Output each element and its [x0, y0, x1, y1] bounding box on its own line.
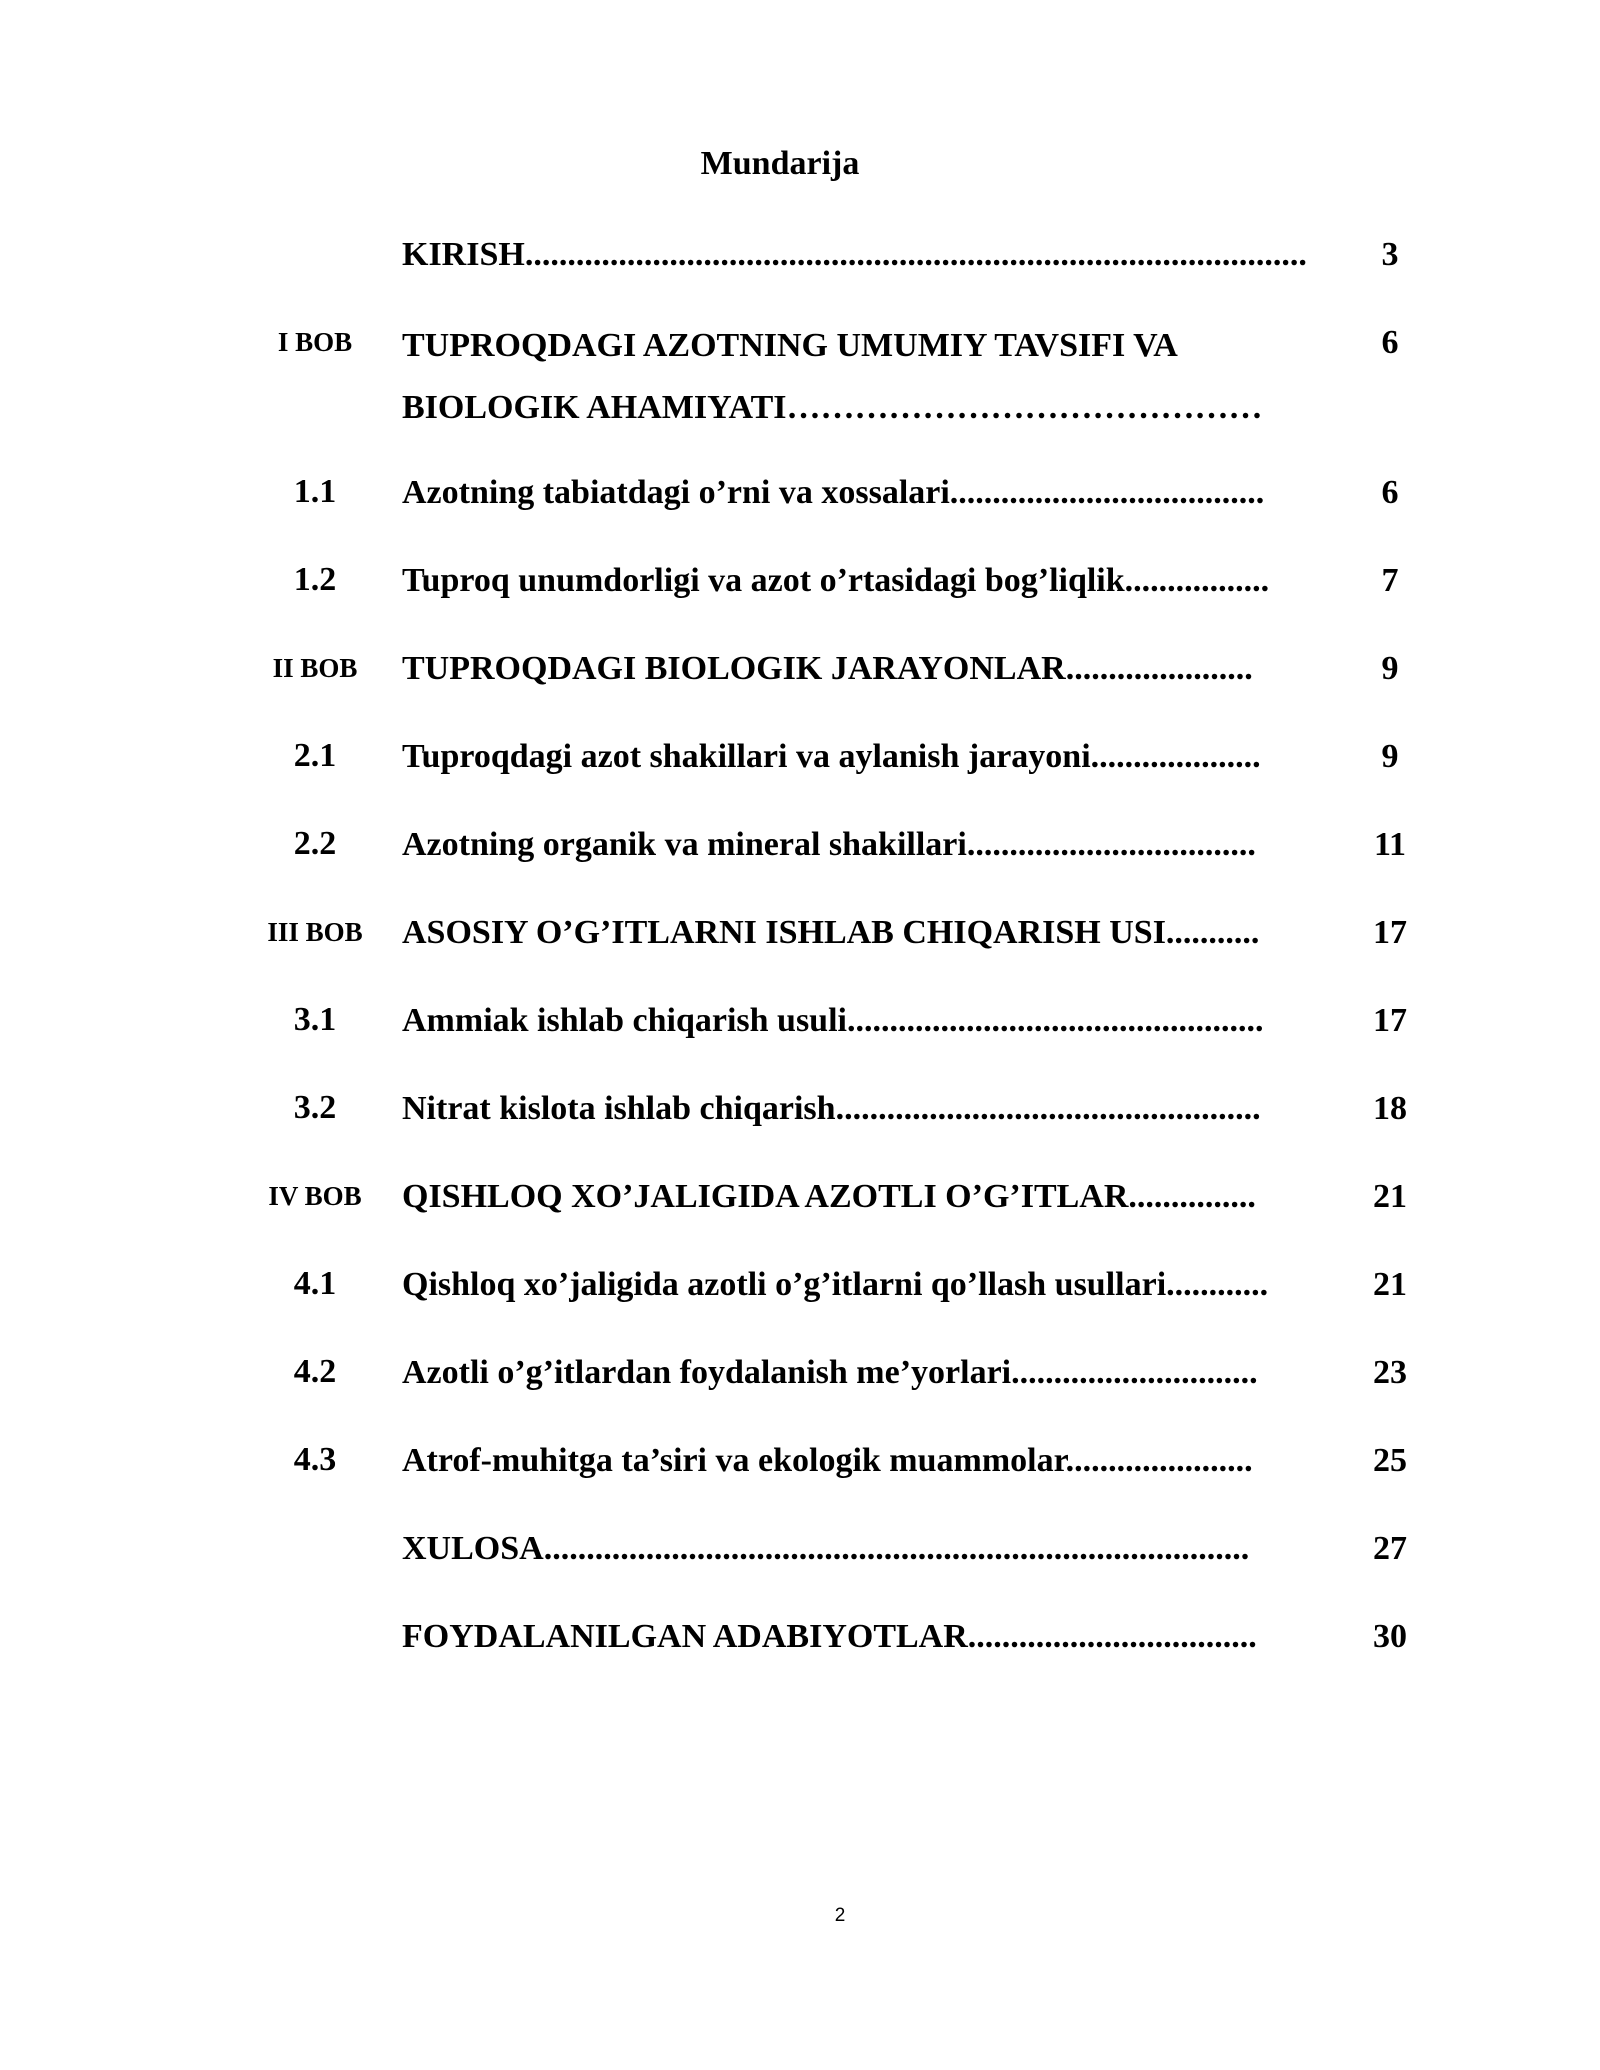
toc-page-number: 7 — [1381, 562, 1399, 599]
toc-number: 3.2 — [293, 1089, 337, 1126]
toc-number: 2.1 — [293, 737, 337, 774]
toc-page-number: 17 — [1373, 1002, 1407, 1039]
toc-row-2-1[interactable] — [0, 737, 1600, 797]
toc-row-4-1[interactable] — [0, 1265, 1600, 1325]
toc-entry-title[interactable]: Azotning organik va mineral shakillari.................................. — [402, 826, 1256, 863]
toc-page-number: 30 — [1373, 1618, 1407, 1655]
toc-page-number: 17 — [1373, 914, 1407, 951]
toc-entry-title[interactable]: Tuproqdagi azot shakillari va aylanish jarayoni.................... — [402, 738, 1261, 775]
footer-page-number: 2 — [834, 1905, 846, 1926]
toc-number: 4.1 — [293, 1265, 337, 1302]
toc-entry-title[interactable]: Nitrat kislota ishlab chiqarish.................................................. — [402, 1090, 1261, 1127]
toc-row-1-1[interactable] — [0, 473, 1600, 533]
toc-entry-title[interactable]: TUPROQDAGI BIOLOGIK JARAYONLAR...................... — [402, 650, 1253, 687]
toc-row-kirish[interactable] — [0, 235, 1600, 295]
toc-page-number: 25 — [1373, 1442, 1407, 1479]
toc-row-xulosa[interactable] — [0, 1529, 1600, 1589]
toc-row-4-2[interactable] — [0, 1353, 1600, 1413]
toc-row-1-2[interactable] — [0, 561, 1600, 621]
toc-entry-title[interactable]: KIRISH............................................................................................ — [402, 236, 1307, 273]
toc-entry-title[interactable]: Atrof-muhitga ta’siri va ekologik muammolar...................... — [402, 1442, 1253, 1479]
page-title: Mundarija — [700, 145, 860, 182]
toc-page-number: 3 — [1381, 236, 1399, 273]
toc-number: 1.1 — [293, 473, 337, 510]
toc-page-number: 9 — [1381, 738, 1399, 775]
toc-entry-title[interactable]: TUPROQDAGI AZOTNING UMUMIY TAVSIFI VA BIOLOGIK AHAMIYATI…………………………………… — [402, 327, 1263, 426]
toc-number: 4.2 — [293, 1353, 337, 1390]
toc-row-3-2[interactable] — [0, 1089, 1600, 1149]
toc-page-number: 6 — [1381, 474, 1399, 511]
toc-row-2-2[interactable] — [0, 825, 1600, 885]
toc-number: I BOB — [277, 327, 353, 357]
toc-number: 2.2 — [293, 825, 337, 862]
toc-entry-title[interactable]: Qishloq xo’jaligida azotli o’g’itlarni qo’llash usullari............ — [402, 1266, 1269, 1303]
toc-page-number: 18 — [1373, 1090, 1407, 1127]
toc-entry-title[interactable]: XULOSA................................................................................... — [402, 1530, 1250, 1567]
toc-number: 3.1 — [293, 1001, 337, 1038]
toc-row-chapter-1[interactable] — [0, 323, 1600, 433]
toc-entry-title[interactable]: Azotning tabiatdagi o’rni va xossalari..................................... — [402, 474, 1265, 511]
toc-page-number: 23 — [1373, 1354, 1407, 1391]
toc-row-chapter-3[interactable] — [0, 913, 1600, 973]
toc-page-number: 21 — [1373, 1178, 1407, 1215]
toc-row-chapter-4[interactable] — [0, 1177, 1600, 1237]
toc-entry-title[interactable]: ASOSIY O’G’ITLARNI ISHLAB CHIQARISH USI........... — [402, 914, 1260, 951]
toc-number: II BOB — [272, 653, 358, 683]
toc-entry-title[interactable]: Tuproq unumdorligi va azot o’rtasidagi bog’liqlik................. — [402, 562, 1270, 599]
toc-page-number: 6 — [1381, 324, 1399, 361]
toc-row-4-3[interactable] — [0, 1441, 1600, 1501]
toc-entry-title[interactable]: Ammiak ishlab chiqarish usuli................................................. — [402, 1002, 1264, 1039]
toc-row-chapter-2[interactable] — [0, 649, 1600, 709]
toc-number: III BOB — [267, 917, 363, 947]
toc-row-3-1[interactable] — [0, 1001, 1600, 1061]
toc-page-number: 27 — [1373, 1530, 1407, 1567]
toc-page-number: 9 — [1381, 650, 1399, 687]
toc-number: 1.2 — [293, 561, 337, 598]
toc-page-number: 11 — [1373, 826, 1407, 863]
toc-number: 4.3 — [293, 1441, 337, 1478]
toc-entry-title[interactable]: Azotli o’g’itlardan foydalanish me’yorlari............................. — [402, 1354, 1258, 1391]
toc-page-number: 21 — [1373, 1266, 1407, 1303]
toc-entry-title[interactable]: FOYDALANILGAN ADABIYOTLAR.................................. — [402, 1618, 1257, 1655]
toc-entry-title[interactable]: QISHLOQ XO’JALIGIDA AZOTLI O’G’ITLAR............... — [402, 1178, 1256, 1215]
toc-row-adabiyotlar[interactable] — [0, 1617, 1600, 1677]
toc-number: IV BOB — [268, 1181, 362, 1211]
